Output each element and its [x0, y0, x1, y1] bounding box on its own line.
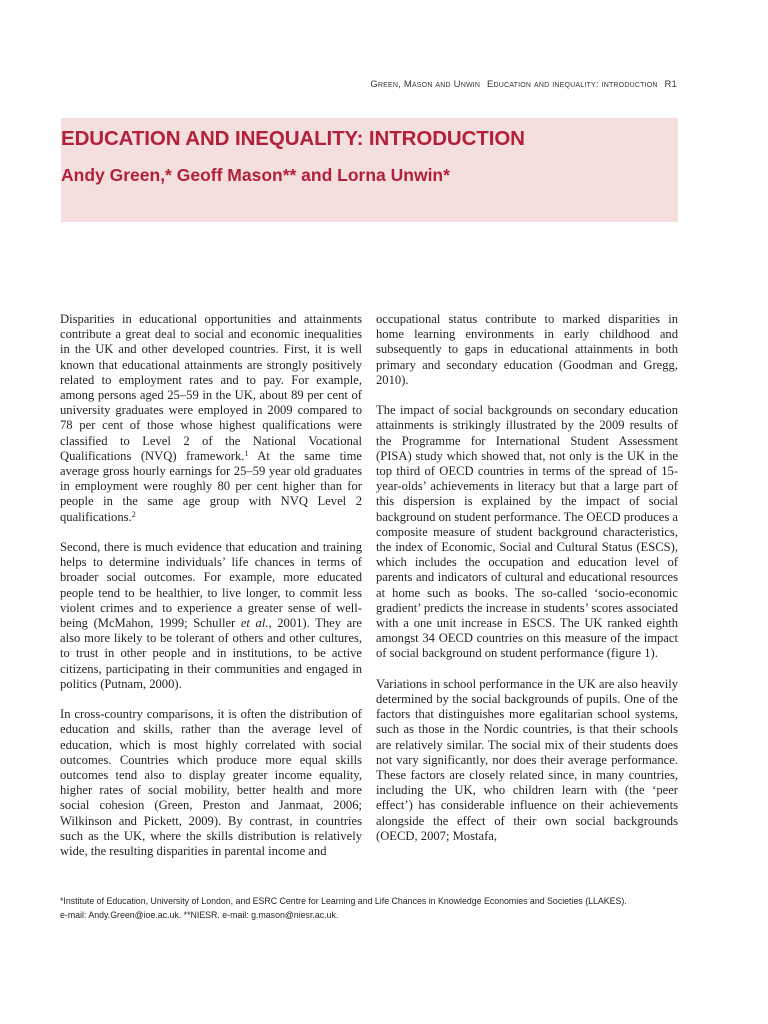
paragraph: Variations in school performance in the UK are also heavily determined by the social backgrounds of pupils. One of the factors that distinguishes more egalitarian school systems, such as those in the Nordic countries, is that their schools are relatively similar. The social mix of their students does not vary significantly, nor does their average performance. These factors are closely related since, in many countries, including the UK, who children learn with (the ‘peer effect’) has considerable influence on their achievements alongside the effect of their own social backgrounds (OECD, 2007; Mostafa, [376, 676, 678, 843]
paragraph-text: Disparities in educational opportunities and attainments contribute a great deal to social and economic inequalities in the UK and other developed countries. First, it is well known that educational attainments are strongly positively related to employment rates and to pay. For example, among persons aged 25–59 in the UK, about 89 per cent of university graduates were employed in 2009 compared to 78 per cent of those whose highest qualifications were classified to Level 2 of the National Vocational Qualifications (NVQ) framework. [60, 312, 362, 463]
paragraph-text: , 2001). They are also more likely to be tolerant of others and other cultures, to trust in other people and in institutions, to be active citizens, participating in their communities and engaged in politics (Putnam, 2000). [60, 616, 362, 691]
paragraph: occupational status contribute to marked disparities in home learning environments in early childhood and subsequently to gaps in educational attainments in both primary and secondary education (Goodman and Gregg, 2010). [376, 312, 678, 387]
footnote-email: e-mail: Andy.Green@ioe.ac.uk. **NIESR. e-mail: g.mason@niesr.ac.uk. [60, 910, 339, 920]
page-number: R1 [664, 79, 677, 90]
footnote-ref[interactable]: 2 [131, 509, 136, 519]
left-column [60, 312, 362, 874]
paragraph-text: At the same time average gross hourly earnings for 25–59 year old graduates in employment were roughly 80 per cent higher than for people in the same age group with NVQ Level 2 qualifications. [60, 448, 362, 524]
running-head [370, 79, 677, 90]
footnote-ref[interactable]: 1 [244, 448, 249, 458]
paragraph [60, 312, 362, 525]
paragraph [60, 540, 362, 692]
article-title: EDUCATION AND INEQUALITY: INTRODUCTION [61, 127, 525, 150]
footnote [60, 894, 700, 922]
footnote-affiliation: *Institute of Education, University of London, and ESRC Centre for Learning and Life Chances in Knowledge Economies and Societies (LLAKES). [60, 896, 627, 906]
title-box [61, 118, 678, 222]
article-authors: Andy Green,* Geoff Mason** and Lorna Unwin* [61, 165, 450, 185]
italic-text: et al. [240, 616, 269, 631]
paragraph: The impact of social backgrounds on secondary education attainments is strikingly illustrated by the 2009 results of the Programme for International Student Assessment (PISA) study which showed that, not only is the UK in the top third of OECD countries in terms of the spread of 15-year-olds’ achievements in literacy but that a large part of this dispersion is explained by the impact of social background on student performance. The OECD produces a composite measure of student background characteristics, the index of Economic, Social and Cultural Status (ESCS), which includes the occupation and education level of parents and indicators of cultural and educational resources at home such as books. The so-called ‘socio-economic gradient’ predicts the increase in students’ scores associated with a one unit increase in ESCS. The UK ranked eighth amongst 34 OECD countries on this measure of the impact of social background on student performance (figure 1). [376, 403, 678, 661]
paragraph-text: Second, there is much evidence that education and training helps to determine individuals’ life chances in terms of broader social outcomes. For example, more educated people tend to be healthier, to live longer, to commit less violent crimes and to experience a greater sense of well-being (McMahon, 1999; Schuller [60, 540, 362, 631]
paragraph: In cross-country comparisons, it is often the distribution of education and skills, rather than the average level of education, which is most highly correlated with social outcomes. Countries which produce more equal skills outcomes tend also to display greater income equality, higher rates of social mobility, better health and more social cohesion (Green, Preston and Janmaat, 2006; Wilkinson and Pickett, 2009). By contrast, in countries such as the UK, where the skills distribution is relatively wide, the resulting disparities in parental income and [60, 707, 362, 859]
running-head-authors: Green, Mason and Unwin [370, 79, 481, 90]
running-head-title: Education and inequality: introduction [487, 79, 658, 90]
right-column [376, 312, 678, 859]
